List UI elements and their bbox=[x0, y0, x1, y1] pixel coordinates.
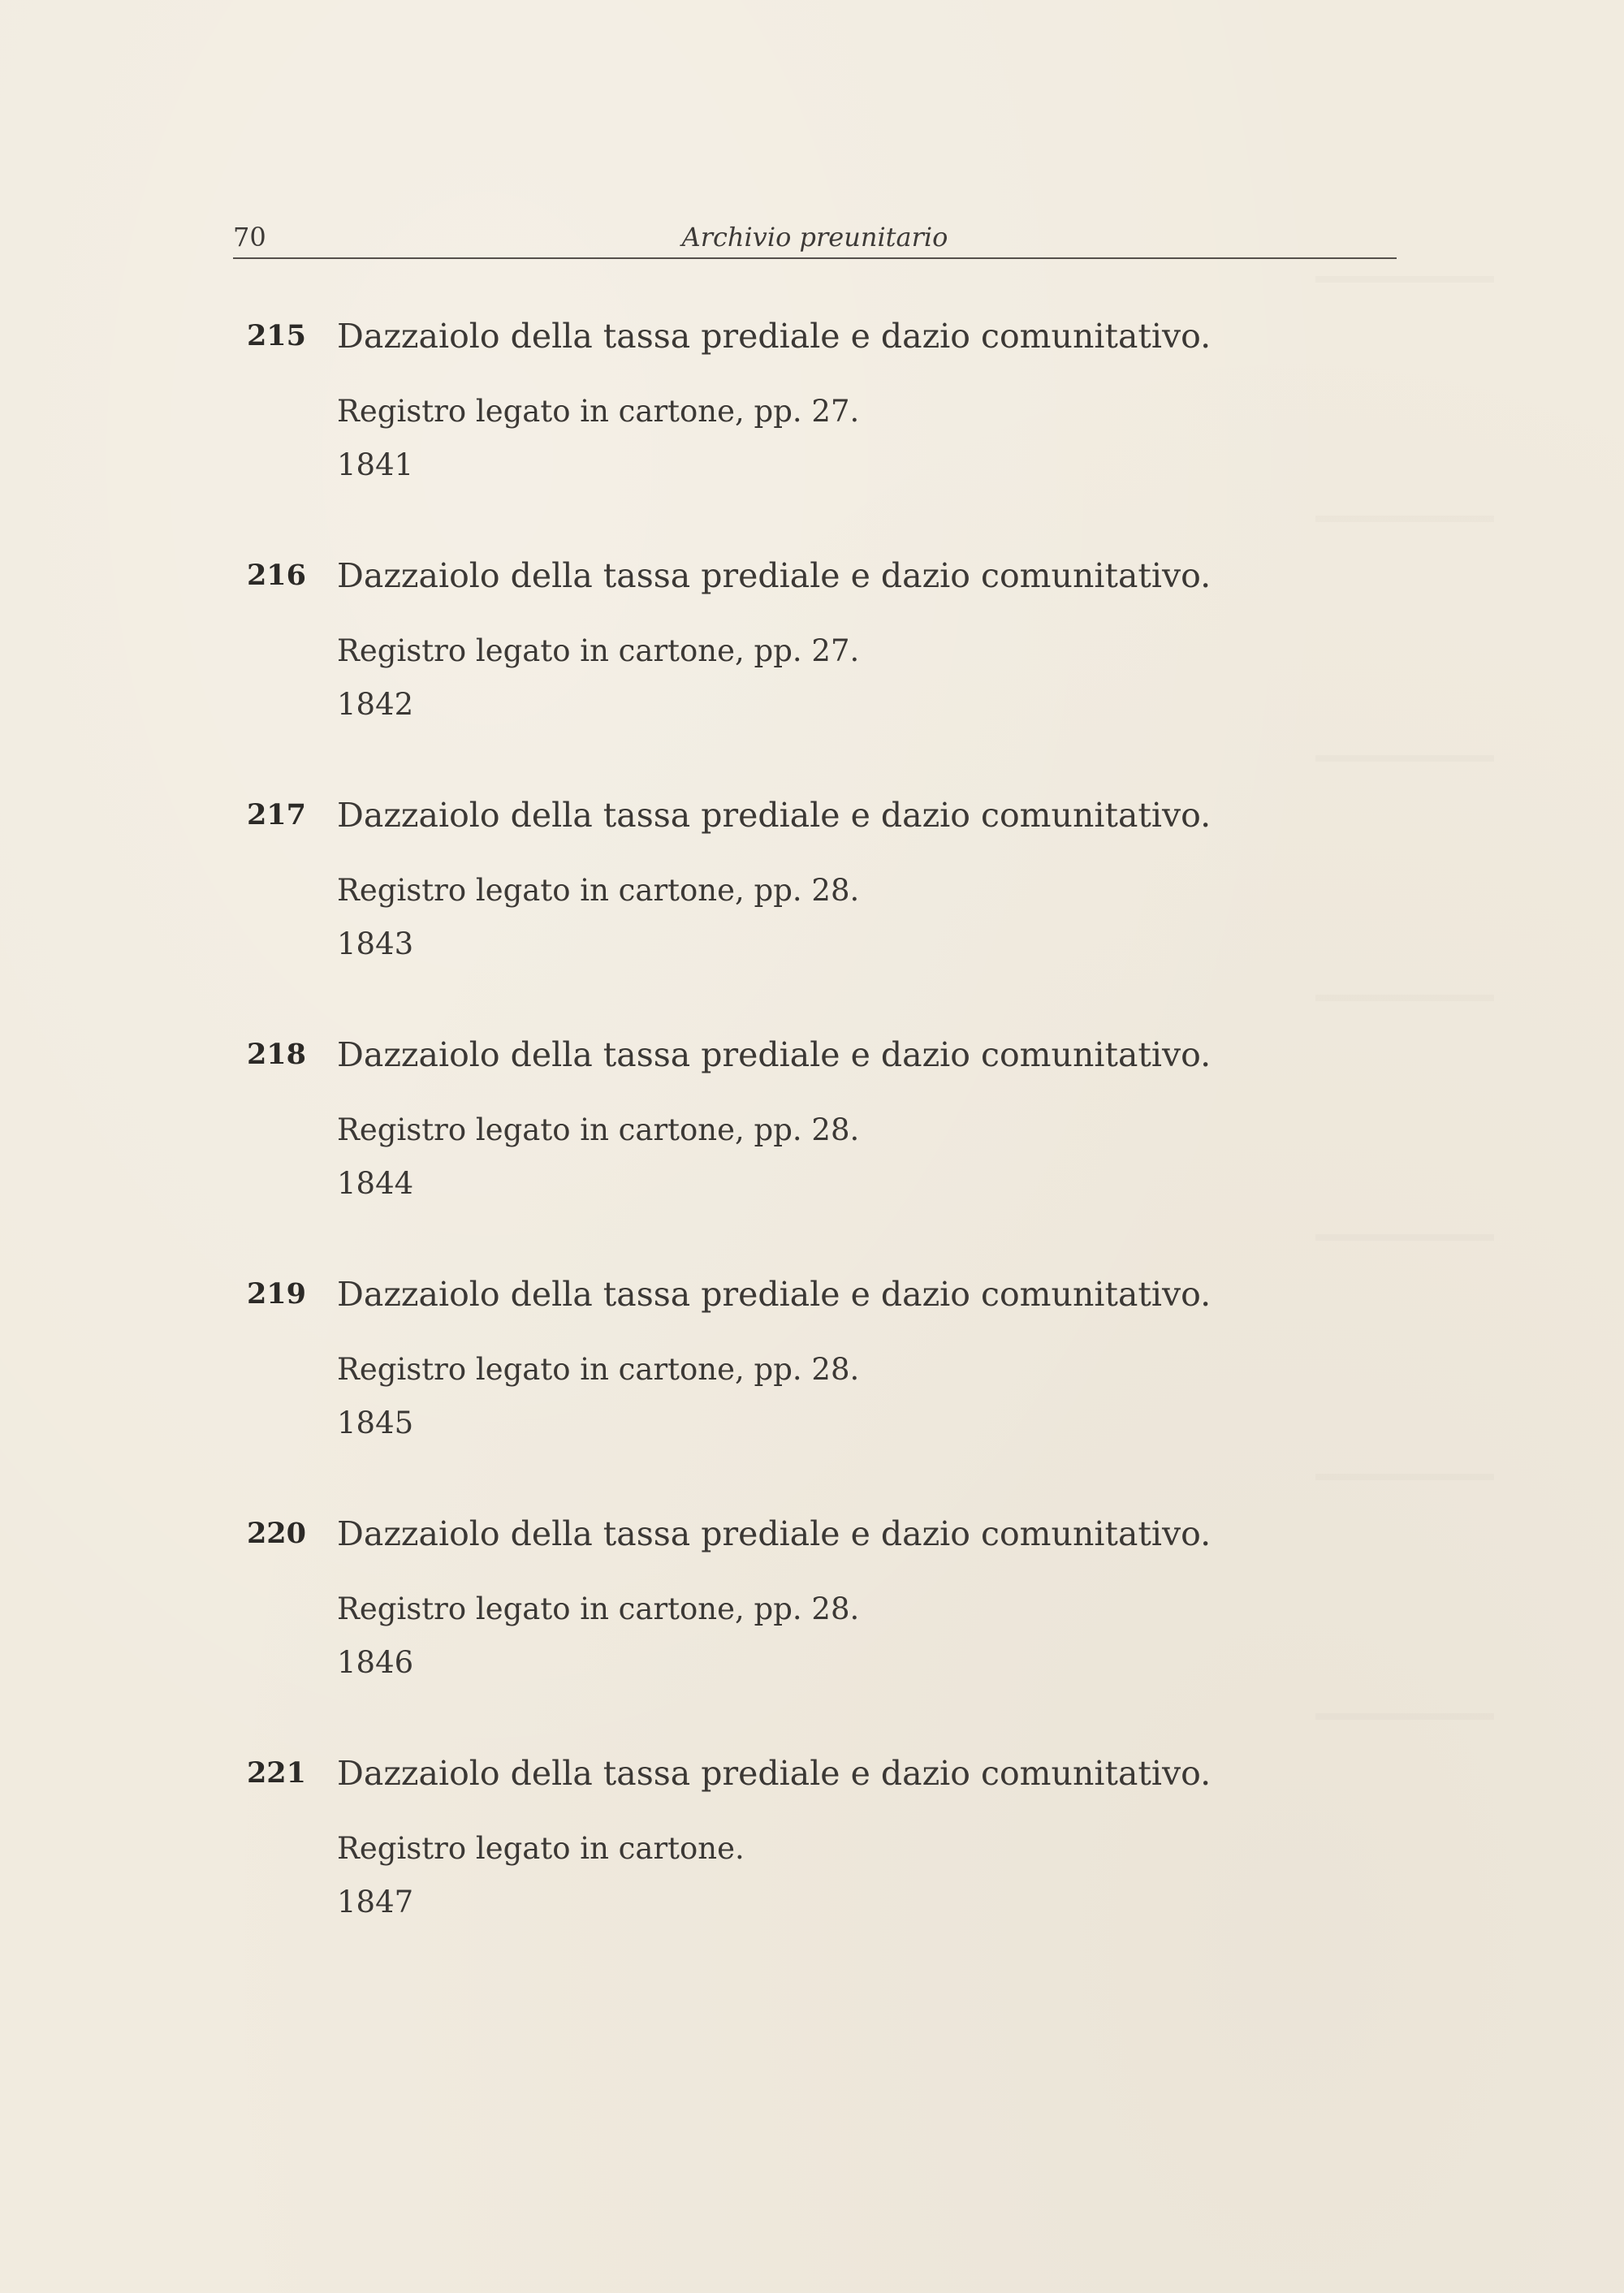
entry-year: 1846 bbox=[337, 1645, 414, 1680]
entry-number: 220 bbox=[246, 1517, 306, 1550]
entry-title: Dazzaiolo della tassa prediale e dazio comunitativo. bbox=[337, 1514, 1212, 1553]
archive-entry bbox=[233, 304, 1397, 482]
page-header bbox=[233, 217, 1397, 257]
entry-description: Registro legato in cartone, pp. 27. bbox=[337, 394, 860, 429]
header-rule bbox=[233, 257, 1397, 259]
archive-entry bbox=[233, 1022, 1397, 1201]
entry-year: 1842 bbox=[337, 687, 414, 722]
entry-number: 219 bbox=[246, 1277, 306, 1311]
entry-title: Dazzaiolo della tassa prediale e dazio comunitativo. bbox=[337, 1275, 1212, 1314]
entry-title: Dazzaiolo della tassa prediale e dazio comunitativo. bbox=[337, 317, 1212, 356]
entry-number: 217 bbox=[246, 798, 306, 831]
entry-year: 1845 bbox=[337, 1406, 414, 1440]
entry-title: Dazzaiolo della tassa prediale e dazio comunitativo. bbox=[337, 556, 1212, 595]
entry-description: Registro legato in cartone, pp. 28. bbox=[337, 1352, 860, 1387]
entry-number: 215 bbox=[246, 319, 306, 352]
entry-year: 1847 bbox=[337, 1885, 414, 1919]
entry-title: Dazzaiolo della tassa prediale e dazio comunitativo. bbox=[337, 1035, 1212, 1074]
entry-title: Dazzaiolo della tassa prediale e dazio comunitativo. bbox=[337, 1754, 1212, 1793]
entry-description: Registro legato in cartone, pp. 28. bbox=[337, 873, 860, 908]
entry-year: 1841 bbox=[337, 447, 414, 482]
archive-entry bbox=[233, 1741, 1397, 1919]
archive-entry bbox=[233, 543, 1397, 722]
entry-year: 1844 bbox=[337, 1166, 414, 1201]
running-title: Archivio preunitario bbox=[681, 222, 948, 253]
entry-year: 1843 bbox=[337, 926, 414, 961]
archive-entry bbox=[233, 1262, 1397, 1440]
archive-entry bbox=[233, 1501, 1397, 1680]
entry-number: 216 bbox=[246, 559, 306, 592]
page-number: 70 bbox=[233, 222, 266, 253]
entry-description: Registro legato in cartone, pp. 27. bbox=[337, 633, 860, 668]
entry-description: Registro legato in cartone. bbox=[337, 1831, 745, 1866]
entry-description: Registro legato in cartone, pp. 28. bbox=[337, 1591, 860, 1626]
entry-number: 218 bbox=[246, 1038, 306, 1071]
archive-entry bbox=[233, 783, 1397, 961]
entry-number: 221 bbox=[246, 1756, 306, 1790]
entry-title: Dazzaiolo della tassa prediale e dazio comunitativo. bbox=[337, 796, 1212, 835]
entry-description: Registro legato in cartone, pp. 28. bbox=[337, 1112, 860, 1147]
